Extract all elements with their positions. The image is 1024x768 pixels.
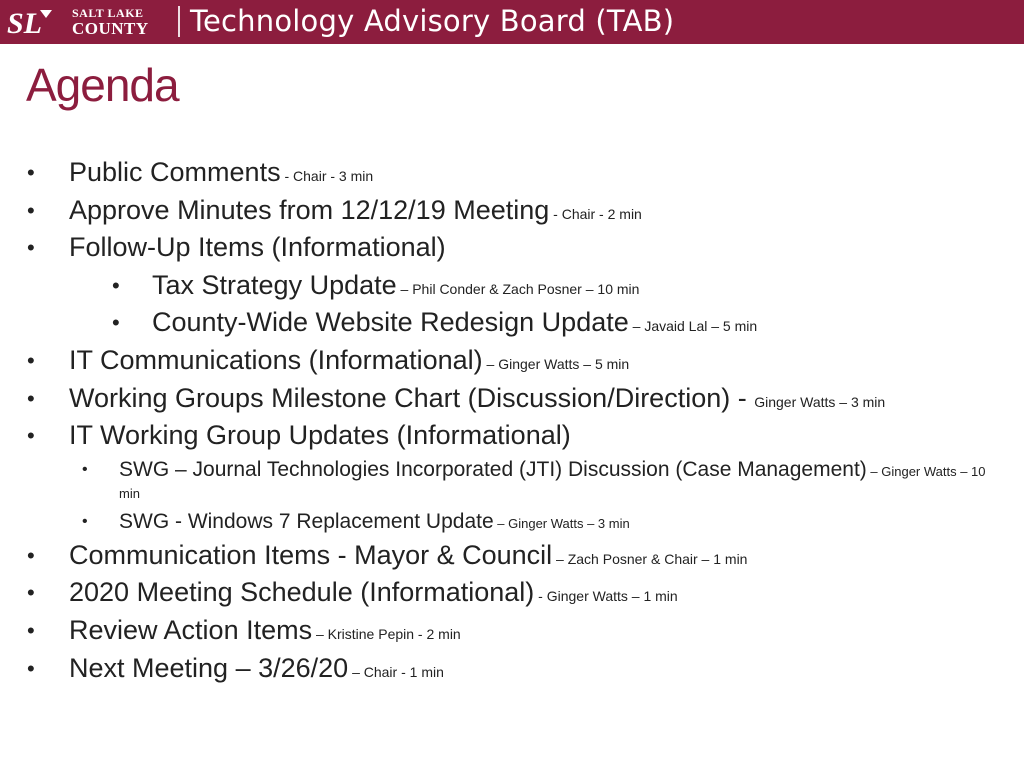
bullet-icon: • xyxy=(27,235,35,261)
banner-divider xyxy=(178,6,180,37)
agenda-item-presenter: - Chair - 2 min xyxy=(549,205,642,222)
agenda-list xyxy=(0,154,1024,687)
salt-lake-county-logo-mark-icon xyxy=(6,6,70,38)
agenda-item xyxy=(0,267,1024,305)
svg-text:SL: SL xyxy=(7,7,43,38)
agenda-item xyxy=(0,455,999,507)
agenda-item-text: Review Action Items xyxy=(69,614,313,645)
agenda-item-presenter: – Ginger Watts – 5 min xyxy=(482,355,630,372)
agenda-item-text: Working Groups Milestone Chart (Discussion/Direction) - xyxy=(69,382,755,413)
agenda-item-text: Approve Minutes from 12/12/19 Meeting xyxy=(69,194,550,225)
agenda-item xyxy=(0,650,1024,688)
agenda-item-text: Follow-Up Items (Informational) xyxy=(69,232,446,263)
agenda-item-text: IT Working Group Updates (Informational) xyxy=(69,420,571,451)
bullet-icon: • xyxy=(27,197,35,223)
agenda-item xyxy=(0,342,1024,380)
agenda-item-presenter: – Zach Posner & Chair – 1 min xyxy=(552,550,748,567)
agenda-item xyxy=(0,537,1024,575)
agenda-item xyxy=(0,304,1024,342)
county-logo xyxy=(6,4,149,40)
logo-line2: COUNTY xyxy=(72,19,149,38)
bullet-icon: • xyxy=(27,385,35,411)
agenda-item-text: County-Wide Website Redesign Update xyxy=(152,307,629,338)
agenda-item-text: Public Comments xyxy=(69,157,281,187)
agenda-item-text: SWG – Journal Technologies Incorporated (JTI) Discussion (Case Management) xyxy=(119,457,867,481)
agenda-item-text: Next Meeting – 3/26/20 xyxy=(69,652,349,683)
agenda-item-text: IT Communications (Informational) xyxy=(69,344,483,375)
bullet-icon: • xyxy=(27,160,35,185)
bullet-icon: • xyxy=(82,460,88,478)
agenda-item xyxy=(0,574,1024,612)
agenda-item-text: SWG - Windows 7 Replacement Update xyxy=(119,509,494,533)
agenda-item xyxy=(0,507,999,537)
agenda-item xyxy=(0,380,1024,418)
agenda-item-presenter: – Kristine Pepin - 2 min xyxy=(312,625,461,642)
agenda-item xyxy=(0,417,1024,455)
bullet-icon: • xyxy=(112,310,120,336)
agenda-item-presenter: – Chair - 1 min xyxy=(348,663,444,680)
logo-line1: SALT LAKE xyxy=(72,6,144,20)
agenda-item xyxy=(0,229,1024,267)
bullet-icon: • xyxy=(27,617,35,643)
bullet-icon: • xyxy=(82,512,88,530)
agenda-item-presenter: – Javaid Lal – 5 min xyxy=(628,318,758,335)
bullet-icon: • xyxy=(27,423,35,449)
bullet-icon: • xyxy=(27,542,35,568)
agenda-item-presenter: – Phil Conder & Zach Posner – 10 min xyxy=(396,280,640,297)
header-banner xyxy=(0,0,1024,44)
bullet-icon: • xyxy=(112,272,120,298)
agenda-item xyxy=(0,612,1024,650)
agenda-item xyxy=(0,192,1024,230)
agenda-item-text: Tax Strategy Update xyxy=(152,269,397,300)
agenda-item xyxy=(0,154,1024,192)
page-title: Agenda xyxy=(26,59,179,111)
agenda-item-text: 2020 Meeting Schedule (Informational) xyxy=(69,577,535,608)
logo-wordmark xyxy=(72,7,149,37)
agenda-item-text: Communication Items - Mayor & Council xyxy=(69,539,553,570)
agenda-item-presenter: – Ginger Watts – 3 min xyxy=(493,515,630,531)
agenda-item-presenter: Ginger Watts – 3 min xyxy=(754,393,886,410)
bullet-icon: • xyxy=(27,655,35,681)
bullet-icon: • xyxy=(27,580,35,606)
bullet-icon: • xyxy=(27,347,35,373)
agenda-item-presenter: – Ginger Watts – 10 min xyxy=(119,463,986,501)
banner-title: Technology Advisory Board (TAB) xyxy=(190,4,675,38)
agenda-item-presenter: - Ginger Watts – 1 min xyxy=(534,588,678,605)
agenda-item-presenter: - Chair - 3 min xyxy=(280,168,374,184)
